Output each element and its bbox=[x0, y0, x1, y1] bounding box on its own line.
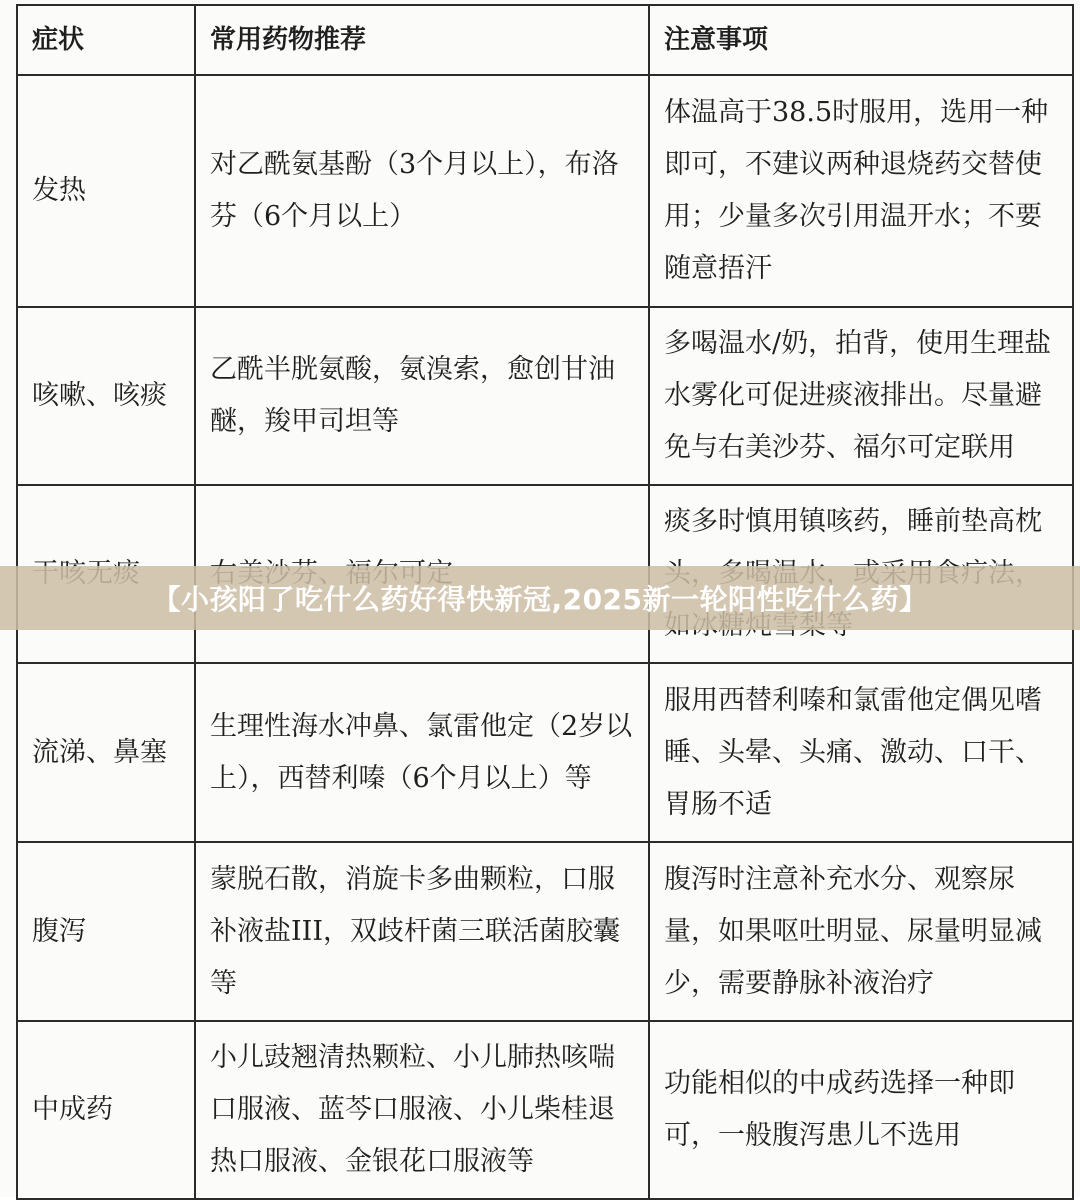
banner-title: 【小孩阳了吃什么药好得快新冠,2025新一轮阳性吃什么药】 bbox=[152, 583, 928, 616]
cell-medicine: 蒙脱石散，消旋卡多曲颗粒，口服补液盐III，双歧杆菌三联活菌胶囊等 bbox=[195, 842, 649, 1021]
cell-notes: 体温高于38.5时服用，选用一种即可，不建议两种退烧药交替使用；少量多次引用温开水；不要随意捂汗 bbox=[649, 75, 1073, 307]
header-notes: 注意事项 bbox=[649, 5, 1073, 75]
cell-notes: 服用西替利嗪和氯雷他定偶见嗜睡、头晕、头痛、激动、口干、胃肠不适 bbox=[649, 663, 1073, 842]
cell-notes: 痰多时慎用镇咳药，睡前垫高枕 bbox=[649, 485, 1073, 663]
title-banner bbox=[0, 566, 1080, 630]
cell-symptom: 腹泻 bbox=[17, 842, 195, 1021]
table-row bbox=[17, 1021, 1073, 1199]
table-row bbox=[17, 75, 1073, 307]
table-row bbox=[17, 842, 1073, 1021]
table-row bbox=[17, 663, 1073, 842]
header-symptom: 症状 bbox=[17, 5, 195, 75]
cell-medicine: 对乙酰氨基酚（3个月以上），布洛芬（6个月以上） bbox=[195, 75, 649, 307]
cell-medicine: 生理性海水冲鼻、氯雷他定（2岁以上），西替利嗪（6个月以上）等 bbox=[195, 663, 649, 842]
cell-notes: 腹泻时注意补充水分、观察尿量，如果呕吐明显、尿量明显减少，需要静脉补液治疗 bbox=[649, 842, 1073, 1021]
header-medicine: 常用药物推荐 bbox=[195, 5, 649, 75]
cell-symptom: 发热 bbox=[17, 75, 195, 307]
cell-notes: 多喝温水/奶，拍背，使用生理盐水雾化可促进痰液排出。尽量避免与右美沙芬、福尔可定联用 bbox=[649, 307, 1073, 485]
table-header-row bbox=[17, 5, 1073, 75]
cell-symptom: 流涕、鼻塞 bbox=[17, 663, 195, 842]
cell-symptom: 咳嗽、咳痰 bbox=[17, 307, 195, 485]
cell-symptom: 中成药 bbox=[17, 1021, 195, 1199]
cell-medicine: 小儿豉翘清热颗粒、小儿肺热咳喘口服液、蓝芩口服液、小儿柴桂退热口服液、金银花口服液等 bbox=[195, 1021, 649, 1199]
cell-notes: 功能相似的中成药选择一种即可，一般腹泻患儿不选用 bbox=[649, 1021, 1073, 1199]
cell-medicine: 乙酰半胱氨酸，氨溴索，愈创甘油醚，羧甲司坦等 bbox=[195, 307, 649, 485]
table-row bbox=[17, 307, 1073, 485]
